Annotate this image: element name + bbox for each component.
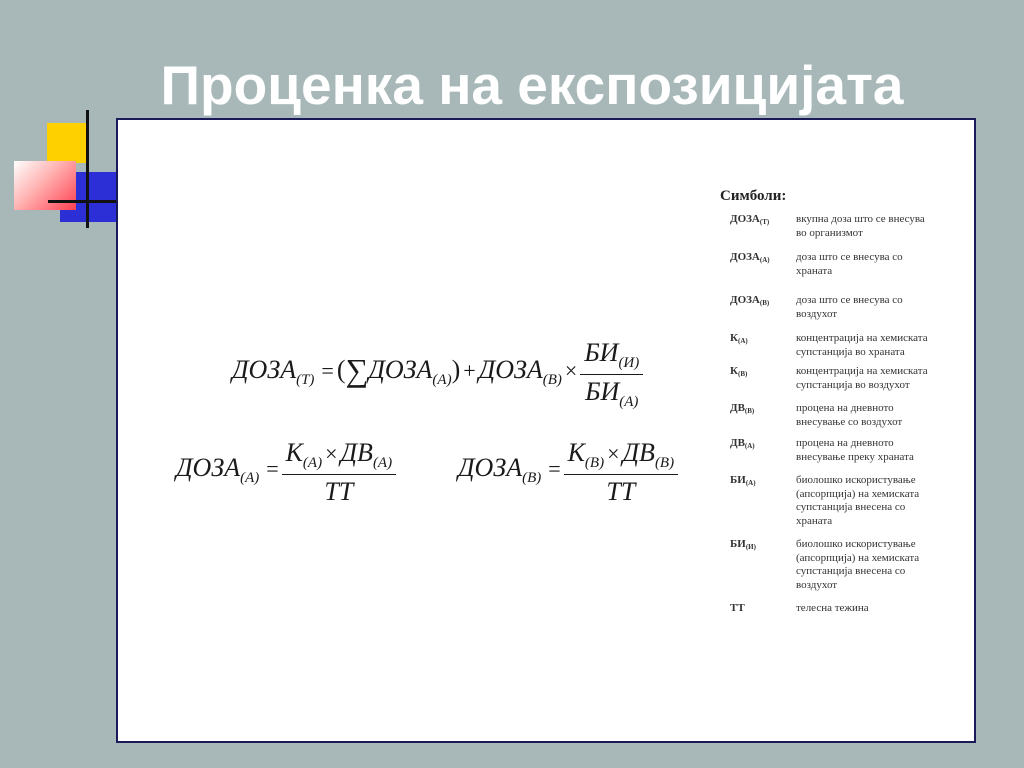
fraction-numerator: БИ — [584, 338, 619, 367]
symbol-description: телесна тежина — [796, 602, 869, 614]
symbol-key — [730, 365, 796, 392]
open-paren: ( — [336, 355, 346, 385]
symbol-row — [720, 602, 960, 619]
symbol-row — [720, 294, 960, 321]
symbol-description: процена на дневното внесување со воздухот — [796, 402, 903, 428]
formula-subscript: (В) — [522, 470, 542, 487]
symbol-row — [720, 402, 960, 429]
symbol-key — [730, 538, 796, 592]
symbol-row — [720, 251, 960, 278]
symbol-key-text: ДОЗА — [730, 251, 760, 263]
formula-term: ДОЗА — [176, 453, 241, 483]
formula-subscript: (В) — [584, 455, 605, 471]
content-panel — [116, 118, 976, 743]
symbol-key — [730, 294, 796, 321]
symbol-key-subscript: (А) — [737, 337, 748, 345]
formula-term: ДОЗА — [368, 355, 433, 385]
symbol-row — [720, 437, 960, 464]
vertical-line-decoration — [86, 110, 89, 228]
symbol-row — [720, 474, 960, 528]
symbol-key-subscript: (Т) — [759, 218, 770, 226]
symbol-key-subscript: (И) — [745, 543, 756, 551]
symbol-description: доза што се внесува со храната — [796, 251, 903, 277]
formula-subscript: (В) — [654, 455, 675, 471]
symbol-key-subscript: (А) — [745, 479, 756, 487]
symbol-description: вкупна доза што се внесува во организмот — [796, 213, 925, 239]
formula-subscript: (А) — [240, 470, 260, 487]
symbol-key-text: ДВ — [730, 437, 745, 449]
symbol-key-subscript: (В) — [744, 407, 755, 415]
main-dose-formula — [232, 338, 643, 411]
symbol-key-text: ДОЗА — [730, 294, 760, 306]
times-sign: × — [564, 358, 578, 384]
equals-sign: = — [321, 358, 334, 384]
symbol-key-text: БИ — [730, 538, 746, 550]
fraction-numerator: К — [285, 438, 303, 467]
symbol-key-text: БИ — [730, 474, 746, 486]
symbols-legend — [720, 188, 960, 619]
times-sign: × — [607, 441, 620, 466]
symbol-description: концентрација на хемиската супстанција во воздухот — [796, 365, 928, 391]
fraction-numerator: ДВ — [622, 438, 655, 467]
fraction-numerator: К — [567, 438, 585, 467]
symbol-description: биолошко искористување (апсорпција) на хемиската супстанција внесена со храната — [796, 474, 920, 527]
formula-subscript: (А) — [302, 455, 323, 471]
close-paren: ) — [451, 355, 461, 385]
equals-sign: = — [266, 456, 279, 482]
symbol-key-subscript: (А) — [759, 256, 770, 264]
symbol-key-text: К — [730, 332, 738, 344]
symbol-key-subscript: (В) — [759, 299, 770, 307]
symbol-key — [730, 402, 796, 429]
yellow-square-decoration — [47, 123, 87, 163]
symbol-key — [730, 251, 796, 278]
fraction-denominator: ТТ — [606, 477, 636, 506]
formula-term: ДОЗА — [232, 355, 297, 385]
symbol-key-text: ДОЗА — [730, 213, 760, 225]
equals-sign: = — [548, 456, 561, 482]
formula-subscript: (В) — [542, 372, 562, 389]
formula-subscript: (И) — [618, 355, 640, 371]
symbol-key — [730, 602, 796, 619]
symbol-description: биолошко искористување (апсорпција) на хемиската супстанција внесена со воздухот — [796, 538, 920, 591]
symbol-key-subscript: (В) — [737, 370, 748, 378]
formula-subscript: (А) — [372, 455, 393, 471]
symbol-row — [720, 213, 960, 240]
symbol-row — [720, 538, 960, 592]
symbol-description: процена на дневното внесување преку храната — [796, 437, 914, 463]
symbol-row — [720, 365, 960, 392]
fraction — [564, 438, 678, 507]
times-sign: × — [325, 441, 338, 466]
fraction — [580, 338, 643, 411]
dose-food-formula — [176, 438, 396, 507]
symbol-key-text: ДВ — [730, 402, 745, 414]
symbol-description: доза што се внесува со воздухот — [796, 294, 903, 320]
symbol-key-text: К — [730, 365, 738, 377]
formula-term: ДОЗА — [478, 355, 543, 385]
symbol-row — [720, 332, 960, 359]
formula-term: ДОЗА — [458, 453, 523, 483]
formula-subscript: (Т) — [296, 372, 315, 389]
symbols-title: Симболи: — [720, 188, 787, 204]
fraction-numerator: ДВ — [340, 438, 373, 467]
plus-sign: + — [463, 358, 476, 384]
symbol-key — [730, 474, 796, 528]
fraction — [282, 438, 396, 507]
sum-sign: ∑ — [345, 352, 369, 389]
symbol-key-subscript: (А) — [744, 442, 755, 450]
formula-subscript: (А) — [432, 372, 452, 389]
symbol-description: концентрација на хемиската супстанција во храната — [796, 332, 928, 358]
symbol-key — [730, 332, 796, 359]
dose-air-formula — [458, 438, 678, 507]
horizontal-line-decoration — [48, 200, 118, 203]
formula-subscript: (А) — [619, 394, 639, 410]
fraction-denominator: БИ — [585, 377, 620, 406]
symbol-key — [730, 213, 796, 240]
fraction-denominator: ТТ — [324, 477, 354, 506]
symbol-key-text: ТТ — [730, 602, 745, 614]
symbol-key — [730, 437, 796, 464]
slide-title: Проценка на експозицијата — [160, 54, 904, 116]
